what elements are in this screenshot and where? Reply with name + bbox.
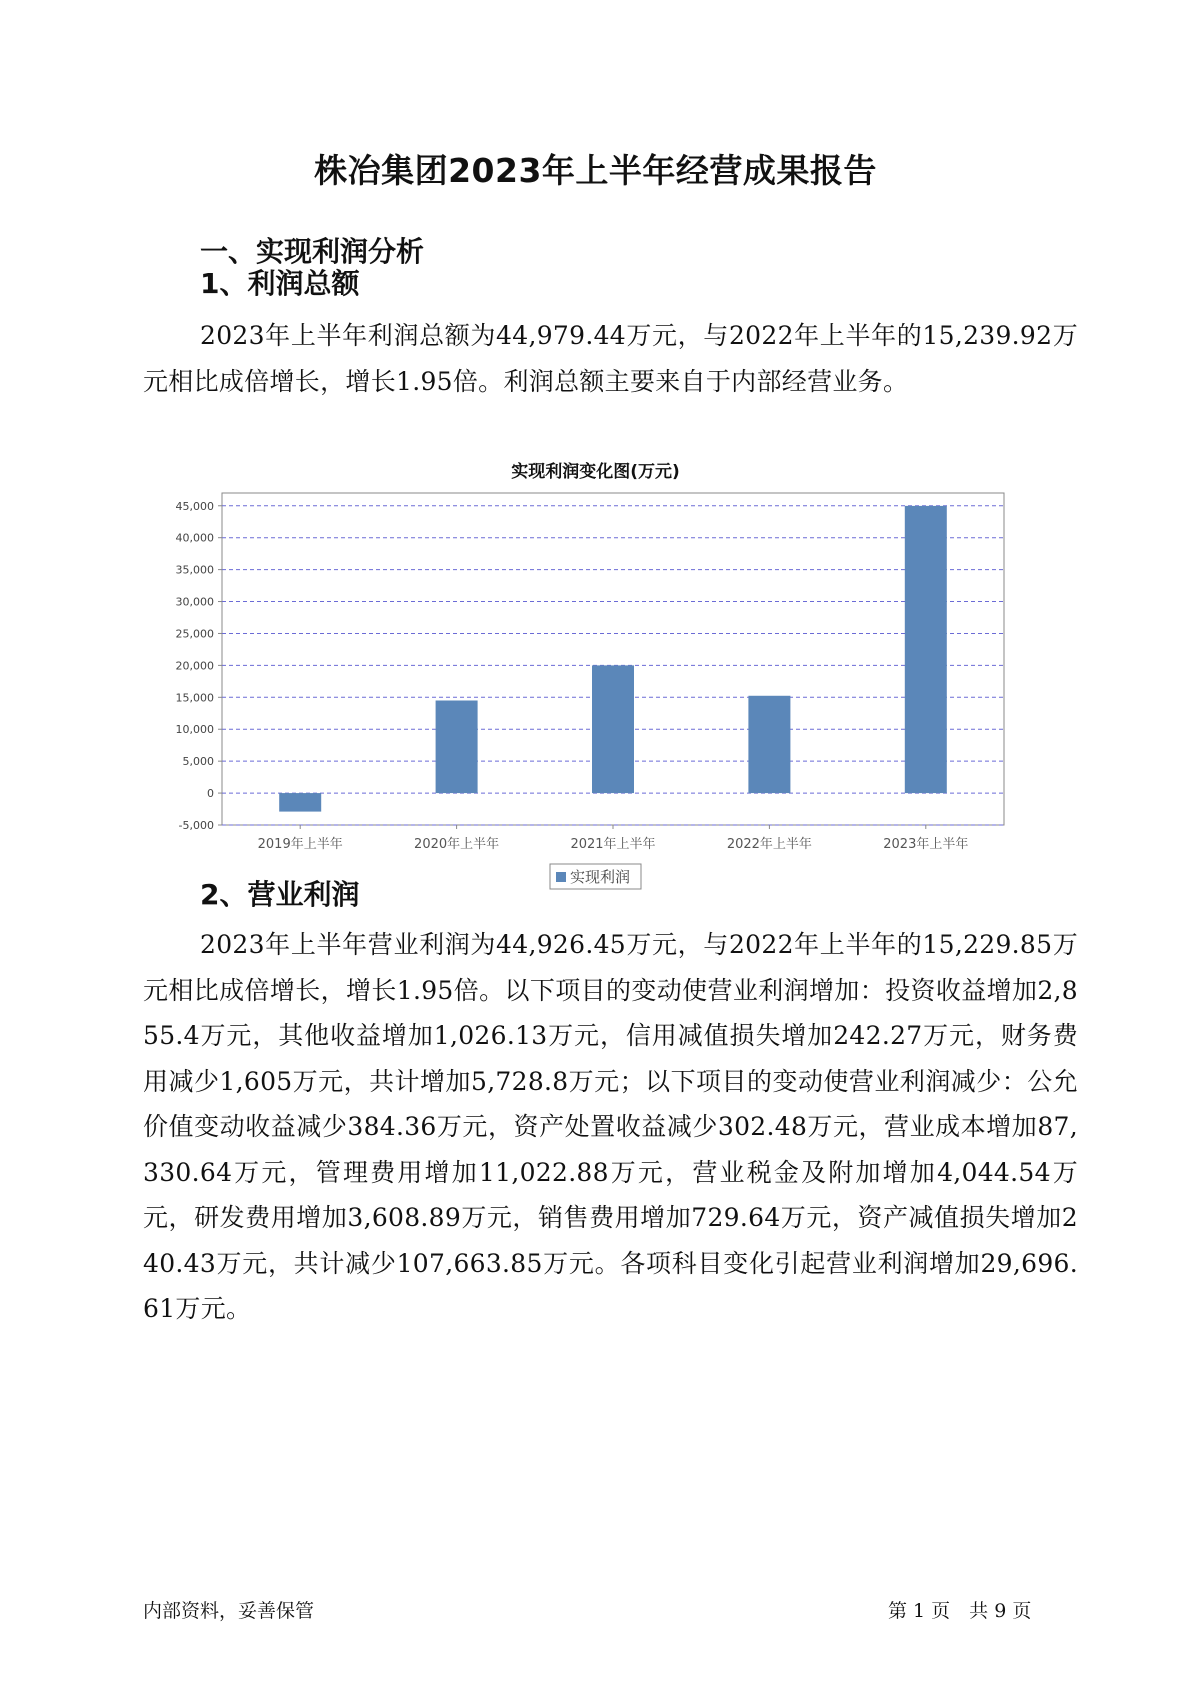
y-tick-label: 10,000 [175, 723, 214, 737]
chart-title: 实现利润变化图(万元) [511, 462, 680, 482]
bar-2 [436, 701, 478, 794]
bar-1 [279, 793, 321, 812]
report-title: 株冶集团2023年上半年经营成果报告 [314, 151, 877, 190]
legend-swatch [556, 872, 566, 882]
x-tick-label: 2021年上半年 [570, 837, 656, 852]
y-tick-label: 35,000 [175, 563, 214, 577]
y-tick-label: 5,000 [182, 755, 214, 769]
section-heading-profit-analysis: 一、实现利润分析 [200, 235, 425, 268]
y-tick-label: 25,000 [175, 627, 214, 641]
footer-confidential-note: 内部资料，妥善保管 [143, 1600, 315, 1622]
legend-label: 实现利润 [570, 868, 631, 886]
footer-page-number: 第 1 页 共 9 页 [888, 1600, 1032, 1622]
operating-profit-paragraph: 2023年上半年营业利润为44,926.45万元，与2022年上半年的15,229.85万元相比成倍增长，增长1.95倍。以下项目的变动使营业利润增加：投资收益增加2,855.4万元，其他收益增加1,026.13万元，信用减值损失增加242.27万元，财务费用减少1,605万元，共计增加5,728.8万元；以下项目的变动使营业利润减少：公允价值变动收益减少384.36万元，资产处置收益减少302.48万元，营业成本增加87,330.64万元，管理费用增加11,022.88万元，营业税金及附加增加4,044.54万元，研发费用增加3,608.89万元，销售费用增加729.64万元，资产减值损失增加240.43万元，共计减少107,663.85万元。各项科目变化引起营业利润增加29,696.61万元。 [143, 930, 1078, 1323]
total-profit-paragraph: 2023年上半年利润总额为44,979.44万元，与2022年上半年的15,239.92万元相比成倍增长，增长1.95倍。利润总额主要来自于内部经营业务。 [143, 321, 1078, 396]
y-tick-label: -5,000 [178, 819, 214, 832]
y-tick-label: 45,000 [175, 499, 214, 513]
subsection-heading-total-profit: 1、利润总额 [200, 267, 360, 300]
y-tick-label: 20,000 [175, 659, 214, 673]
x-tick-label: 2020年上半年 [414, 837, 500, 852]
bar-4 [748, 696, 790, 793]
x-tick-label: 2022年上半年 [726, 837, 812, 852]
y-tick-label: 40,000 [175, 531, 214, 545]
x-tick-label: 2023年上半年 [883, 837, 969, 852]
x-tick-label: 2019年上半年 [257, 837, 343, 852]
bar-3 [592, 665, 634, 793]
subsection-heading-operating-profit: 2、营业利润 [200, 878, 360, 911]
chart-legend [550, 864, 641, 889]
y-tick-label: 0 [207, 787, 214, 801]
y-tick-label: 30,000 [175, 595, 214, 609]
bar-5 [905, 506, 947, 793]
y-tick-label: 15,000 [175, 691, 214, 705]
